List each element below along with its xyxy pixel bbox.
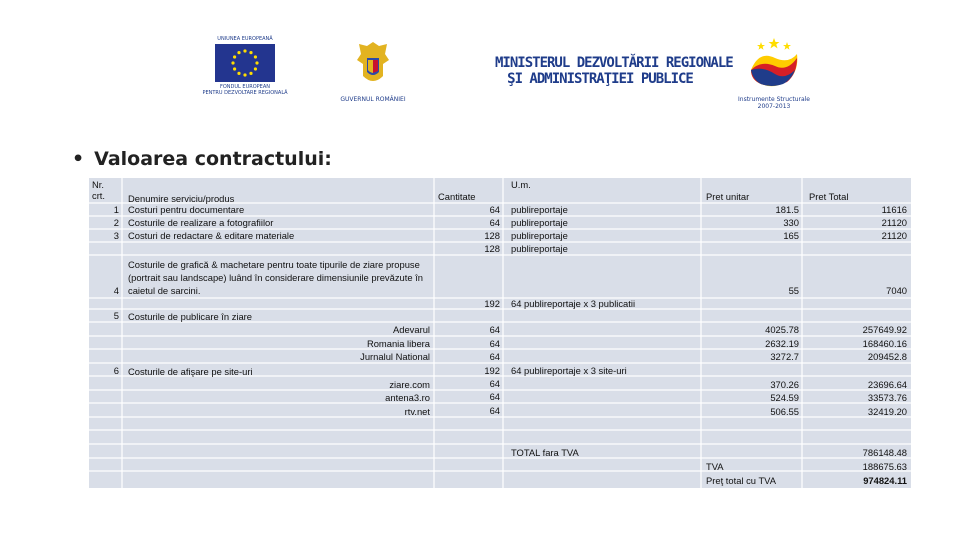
newspaper-3-pret-total: 209452.8 — [867, 351, 907, 362]
website-2-label: antena3.ro — [385, 392, 430, 403]
newspaper-1-pret-unitar: 4025.78 — [765, 324, 799, 335]
newspaper-2-label: Romania libera — [366, 338, 430, 349]
row-4b-um: 64 publireportaje x 3 publicatii — [511, 298, 636, 309]
ministry-name-line2: ŞI ADMINISTRAŢIEI PUBLICE — [507, 71, 693, 87]
website-3-pret-total: 32419.20 — [867, 406, 907, 417]
total-cu-tva-value: 974824.11 — [863, 475, 907, 486]
row-4-nr: 4 — [113, 285, 119, 296]
row-1-cantitate: 64 — [489, 204, 500, 215]
row-3-denumire: Costuri de redactare & editare materiale — [128, 230, 295, 241]
total-fara-tva-label: TOTAL fara TVA — [511, 447, 579, 458]
row-2-um: publireportaje — [511, 217, 568, 228]
row-2-nr: 2 — [113, 217, 119, 228]
website-1-cantitate: 64 — [489, 378, 500, 389]
row-3-nr: 3 — [113, 230, 119, 241]
row-1-pret-total: 11616 — [881, 204, 907, 215]
header-pret-total: Pret Total — [809, 191, 849, 202]
row-1-denumire: Costuri pentru documentare — [128, 204, 245, 215]
newspaper-2-pret-total: 168460.16 — [862, 338, 907, 349]
structural-instruments-emblem-icon — [739, 36, 809, 92]
row-2-pret-total: 21120 — [881, 217, 907, 228]
row-3-um: publireportaje — [511, 230, 568, 241]
eu-flag-icon — [215, 44, 275, 82]
ministry-logo — [495, 55, 733, 87]
header-pret-unitar: Pret unitar — [706, 191, 750, 202]
website-1-pret-total: 23696.64 — [867, 379, 907, 390]
newspaper-3-label: Jurnalul National — [360, 351, 430, 362]
row-5-nr: 5 — [113, 310, 119, 321]
website-1-label: ziare.com — [389, 379, 430, 390]
row-4-pret-total: 7040 — [886, 285, 907, 296]
government-logo — [333, 40, 413, 102]
newspaper-2-cantitate: 64 — [489, 338, 500, 349]
website-2-pret-unitar: 524.59 — [770, 392, 799, 403]
row-1-nr: 1 — [113, 204, 119, 215]
header-um: U.m. — [511, 179, 531, 190]
contract-value-table — [89, 178, 911, 488]
row-1-um: publireportaje — [511, 204, 568, 215]
row-2-cantitate: 64 — [489, 217, 500, 228]
newspaper-1-pret-total: 257649.92 — [862, 324, 907, 335]
structural-instruments-caption-line2: 2007-2013 — [757, 103, 791, 110]
eu-logo — [190, 36, 300, 104]
row-1-pret-unitar: 181.5 — [775, 204, 799, 215]
eu-logo-top-caption: UNIUNEA EUROPEANĂ — [217, 36, 273, 42]
row-3-cantitate: 128 — [484, 230, 500, 241]
total-fara-tva-value: 786148.48 — [862, 447, 907, 458]
newspaper-2-pret-unitar: 2632.19 — [765, 338, 799, 349]
tva-value: 188675.63 — [862, 461, 907, 472]
government-logo-caption: GUVERNUL ROMÂNIEI — [340, 96, 406, 103]
header-nr-line2: crt. — [92, 190, 106, 201]
website-3-label: rtv.net — [404, 406, 430, 417]
row-5-denumire: Costurile de publicare în ziare — [128, 311, 253, 322]
ministry-name-line1: MINISTERUL DEZVOLTĂRII REGIONALE — [495, 55, 733, 71]
website-1-pret-unitar: 370.26 — [770, 379, 799, 390]
newspaper-1-cantitate: 64 — [489, 324, 500, 335]
row-2-pret-unitar: 330 — [783, 217, 799, 228]
row-4-denumire: Costurile de grafică & machetare pentru toate tipurile de ziare propuse (portrait sau landscape) luând în considerare dimensiunile prevăzute în caietul de sarcini. — [128, 259, 423, 296]
row-6-denumire: Costurile de afişare pe site-uri — [128, 366, 253, 377]
page-title-text: Valoarea contractului: — [94, 148, 332, 170]
row-4b-cantitate: 192 — [484, 298, 500, 309]
row-2-denumire: Costurile de realizare a fotografiilor — [128, 217, 274, 228]
header-nr-line1: Nr. — [92, 179, 104, 190]
row-3b-cantitate: 128 — [484, 243, 500, 254]
row-6-cantitate: 192 — [484, 365, 500, 376]
row-3-pret-total: 21120 — [881, 230, 907, 241]
row-6-nr: 6 — [113, 365, 119, 376]
eu-logo-caption-line1: FONDUL EUROPEAN — [220, 84, 270, 90]
row-3-pret-unitar: 165 — [783, 230, 799, 241]
website-3-pret-unitar: 506.55 — [770, 406, 799, 417]
structural-instruments-logo — [726, 36, 822, 110]
header-denumire: Denumire serviciu/produs — [128, 193, 235, 204]
romania-coat-of-arms-icon — [353, 40, 393, 90]
structural-instruments-caption-line1: Instrumente Structurale — [738, 96, 810, 103]
website-2-pret-total: 33573.76 — [867, 392, 907, 403]
header-cantitate: Cantitate — [438, 191, 476, 202]
bullet-icon: • — [72, 148, 85, 170]
row-3b-um: publireportaje — [511, 243, 568, 254]
website-3-cantitate: 64 — [489, 405, 500, 416]
tva-label: TVA — [706, 461, 724, 472]
row-4-pret-unitar: 55 — [788, 285, 799, 296]
newspaper-3-cantitate: 64 — [489, 351, 500, 362]
newspaper-1-label: Adevarul — [392, 324, 430, 335]
total-cu-tva-label: Preţ total cu TVA — [706, 475, 776, 486]
website-2-cantitate: 64 — [489, 391, 500, 402]
row-6-um: 64 publireportaje x 3 site-uri — [511, 365, 627, 376]
eu-logo-caption-line2: PENTRU DEZVOLTARE REGIONALĂ — [202, 90, 288, 96]
page-title — [72, 148, 332, 170]
newspaper-3-pret-unitar: 3272.7 — [770, 351, 799, 362]
